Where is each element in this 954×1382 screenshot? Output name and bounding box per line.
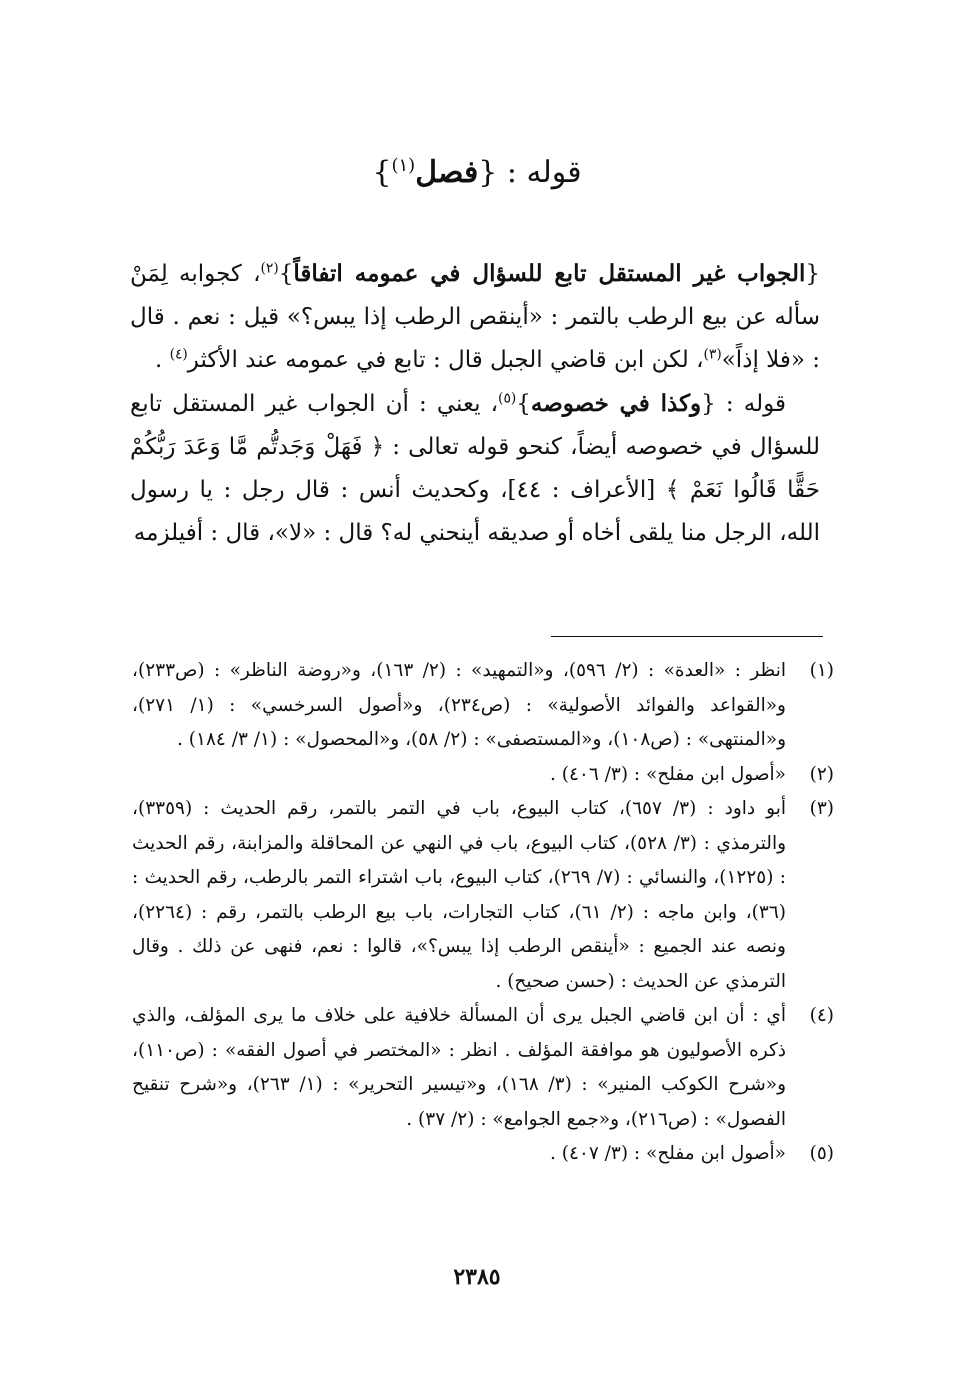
footnote-number: (٥) (809, 1143, 834, 1164)
p2-bold-statement: وكذا في خصوصه (530, 390, 702, 417)
p1-footnote-ref-3: (٣) (703, 346, 722, 363)
footnote-number: (٤) (809, 1005, 834, 1026)
heading-suffix: } (372, 155, 392, 190)
p2-footnote-ref-5: (٥) (498, 390, 517, 407)
p1-footnote-ref-2: (٢) (260, 260, 279, 277)
p1-text-1: ، كجوابه لِمَنْ سأله عن بيع الرطب بالتمر : «أينقص الرطب إذا يبس؟» قيل : نعم . قال : «فلا إذاً» (130, 261, 820, 373)
p2-prefix: قوله : { (701, 391, 786, 417)
p1-footnote-ref-4: (٤) (169, 346, 188, 363)
footnote-text: أي : أن ابن قاضي الجبل يرى أن المسألة خلافية على خلاف ما يرى المؤلف، والذي ذكره الأصوليون هو موافقة المؤلف . انظر : «المختصر في أصول الفقه» : (ص١١٠)، و«شرح الكوكب المنير» : (٣/ ١٦٨)، و«تيسير التحرير» : (١/ ٢٦٣)، و«شرح تنقيح الفصول» : (ص٢١٦)، و«جمع الجوامع» : (٢/ ٣٧) . (132, 1005, 787, 1130)
footnote-text: أبو داود : (٣/ ٦٥٧)، كتاب البيوع، باب في التمر بالتمر، رقم الحديث : (٣٣٥٩)، والترمذي : (٣/ ٥٢٨)، كتاب البيوع، باب في النهي عن المحاقلة والمزابنة، رقم الحديث : (١٢٢٥)، والنسائي : (٧/ ٢٦٩)، كتاب البيوع، باب اشتراء التمر بالرطب، رقم الحديث : (٣٦)، وابن ماجه : (٢/ ٦١)، كتاب التجارات، باب بيع الرطب بالتمر، رقم : (٢٢٦٤)، ونصه عند الجميع : «أينقص الرطب إذا يبس؟»، قالوا : نعم، فنهى عن ذلك . وقال الترمذي عن الحديث : (حسن صحيح) . (132, 798, 787, 992)
main-text (130, 252, 820, 555)
footnote-item (132, 1137, 834, 1172)
footnote-number: (٣) (809, 798, 834, 819)
footnote-text: «أصول ابن مفلح» : (٣/ ٤٠٧) . (549, 1143, 786, 1164)
p2-close-brace: } (516, 391, 531, 417)
footnote-item (132, 654, 834, 758)
footnote-item (132, 758, 834, 793)
p1-end: . (154, 347, 170, 373)
p1-text-2: ، لكن ابن قاضي الجبل قال : تابع في عمومه عند الأكثر (187, 347, 704, 373)
p1-bold-statement: الجواب غير المستقل تابع للسؤال في عمومه اتفاقاً (293, 260, 806, 287)
p1-close-brace: } (278, 261, 294, 287)
page-number: ٢٣٨٥ (453, 1264, 501, 1290)
paragraph-1 (130, 252, 820, 382)
footnote-separator (551, 636, 823, 637)
footnote-text: انظر : «العدة» : (٢/ ٥٩٦)، و«التمهيد» : (٢/ ١٦٣)، و«روضة الناظر» : (ص٢٣٣)، و«القواعد والفوائد الأصولية» : (ص٢٣٤)، و«أصول السرخسي» : (١/ ٢٧١)، و«المنتهى» : (ص١٠٨)، و«المستصفى» : (٢/ ٥٨)، و«المحصول» : (١/ ٣/ ١٨٤) . (132, 660, 786, 750)
footnotes-list (132, 654, 834, 1172)
heading-prefix: قوله : { (478, 155, 582, 190)
footnote-number: (١) (809, 660, 834, 681)
heading-footnote-ref: (١) (391, 155, 416, 176)
p1-open-brace: { (805, 261, 820, 287)
footnote-item (132, 999, 834, 1137)
p2-text: ، يعني : أن الجواب غير المستقل تابع للسؤال في خصوصه أيضاً، كنحو قوله تعالى : ﴿ فَهَلْ وَجَدتُّم مَّا وَعَدَ رَبُّكُمْ حَقًّا قَالُوا نَعَمْ ﴾ [الأعراف : ٤٤]، وكحديث أنس : قال رجل : يا رسول الله، الرجل منا يلقى أخاه أو صديقه أينحني له؟ قال : «لا»، قال : أفيلزمه (130, 391, 821, 546)
footnote-text: «أصول ابن مفلح» : (٣/ ٤٠٦) . (549, 763, 786, 785)
section-heading (0, 150, 954, 196)
footnote-number: (٢) (809, 763, 834, 785)
footnote-item (132, 792, 834, 999)
paragraph-2 (130, 382, 820, 555)
heading-word: فصل (415, 155, 479, 190)
